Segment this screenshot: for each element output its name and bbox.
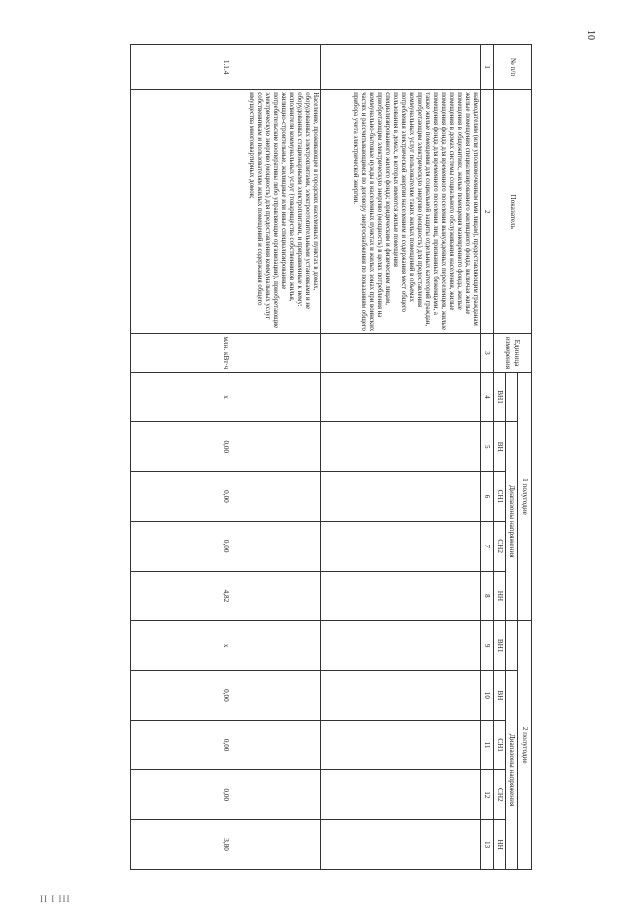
row-unit: млн. кВт·ч (131, 334, 321, 372)
row-value (321, 720, 481, 770)
row-indicator: наймодателям (или уполномоченным ими лицам), предоставляющим гражданам жилые помещения специализированного жилищного фонда, включая жилые помещения в общежитиях, жилые помещения маневренного фонда, жилые помещения в домах системы социального обслуживания населения, жилые помещения фонда для временного поселения вынужденных переселенцев, жилые помещения фонда для временного поселения лиц, признанных беженцами, а также жилые помещения для социальной защиты отдельных категорий граждан, приобретающим электрическую энергию (мощность) для предоставления коммунальных услуг пользователям таких жилых помещений в объемах потребления электрической энергии населением и содержания мест общего пользования в домах, в которых имеются жилые помещения специализированного жилого фонда; юридическим и физическим лицам, приобретающим электрическую энергию (мощность) в целях потребления на коммунально-бытовые нужды в населенных пунктах и жилых зонах при воинских частях и рассчитывающимся по договору энергоснабжения по показаниям общего прибора учета электрической энергии. (321, 90, 481, 334)
row-value (321, 820, 481, 870)
row-value: 0,00 (131, 671, 321, 721)
colnum: 3 (481, 334, 494, 372)
colnum: 7 (481, 521, 494, 571)
colnum: 4 (481, 372, 494, 422)
header-col-sn2: СН2 (494, 521, 506, 571)
page-number: 10 (585, 30, 596, 40)
row-value (321, 770, 481, 820)
row-value: x (131, 372, 321, 422)
tariff-volume-table (130, 44, 532, 870)
header-col-sn1-2: СН1 (494, 720, 506, 770)
header-col-nn: НН (494, 571, 506, 621)
row-value: 0,00 (131, 720, 321, 770)
header-ranges-2: Диапазоны напряжения (506, 671, 518, 870)
header-half1: 1 полугодие (518, 372, 532, 621)
colnum: 1 (481, 45, 494, 90)
row-value (321, 621, 481, 671)
header-col-sn1: СН1 (494, 472, 506, 522)
row-value (321, 571, 481, 621)
header-col-vn1: ВН1 (494, 372, 506, 422)
row-value: 3,80 (131, 820, 321, 870)
row-indicator: Население, проживающее в городских населенных пунктах в домах, оборудованных электроплитами, электроотопительными установками и не оборудованных стационарными электроплитами, и приравненные к нему: исполнители коммунальных услуг (товарищества собственников жилья, жилищно-строительные, жилищные или иные специализированные потребительские кооперативы либо управляющие организации), приобретающие электрическую энергию (мощность) для предоставления коммунальных услуг собственникам и пользователям жилых помещений и содержания общего имущества многоквартирных домов; (131, 90, 321, 334)
table-row (321, 45, 481, 870)
row-value (321, 372, 481, 422)
row-num (321, 45, 481, 90)
rotated-table-wrapper (130, 44, 532, 870)
row-value (321, 521, 481, 571)
row-value (321, 422, 481, 472)
header-indicator: Показатель (494, 90, 532, 334)
header-unit: Единица измерения (494, 334, 532, 372)
row-value (321, 671, 481, 721)
row-value (321, 472, 481, 522)
colnum: 6 (481, 472, 494, 522)
row-unit (321, 334, 481, 372)
row-value: 0,00 (131, 521, 321, 571)
colnum: 5 (481, 422, 494, 472)
header-col-vn-2: ВН (494, 671, 506, 721)
header-col-vn: ВН (494, 422, 506, 472)
header-half2: 2 полугодие (518, 621, 532, 870)
row-value: 0,00 (131, 472, 321, 522)
row-value: 0,00 (131, 770, 321, 820)
row-value: 0,00 (131, 422, 321, 472)
colnum: 12 (481, 770, 494, 820)
row-value: 4,82 (131, 571, 321, 621)
colnum: 2 (481, 90, 494, 334)
row-value: x (131, 621, 321, 671)
scan-marks: II I III (40, 894, 71, 904)
table-row (131, 45, 321, 870)
header-col-nn-2: НН (494, 820, 506, 870)
header-col-sn2-2: СН2 (494, 770, 506, 820)
colnum: 8 (481, 571, 494, 621)
header-ranges: Диапазоны напряжения (506, 422, 518, 621)
header-col-vn1-2: ВН1 (494, 621, 506, 671)
header-num: № п/п (494, 45, 532, 90)
colnum: 11 (481, 720, 494, 770)
colnum: 13 (481, 820, 494, 870)
colnum: 9 (481, 621, 494, 671)
row-num: 1.1.4 (131, 45, 321, 90)
colnum: 10 (481, 671, 494, 721)
